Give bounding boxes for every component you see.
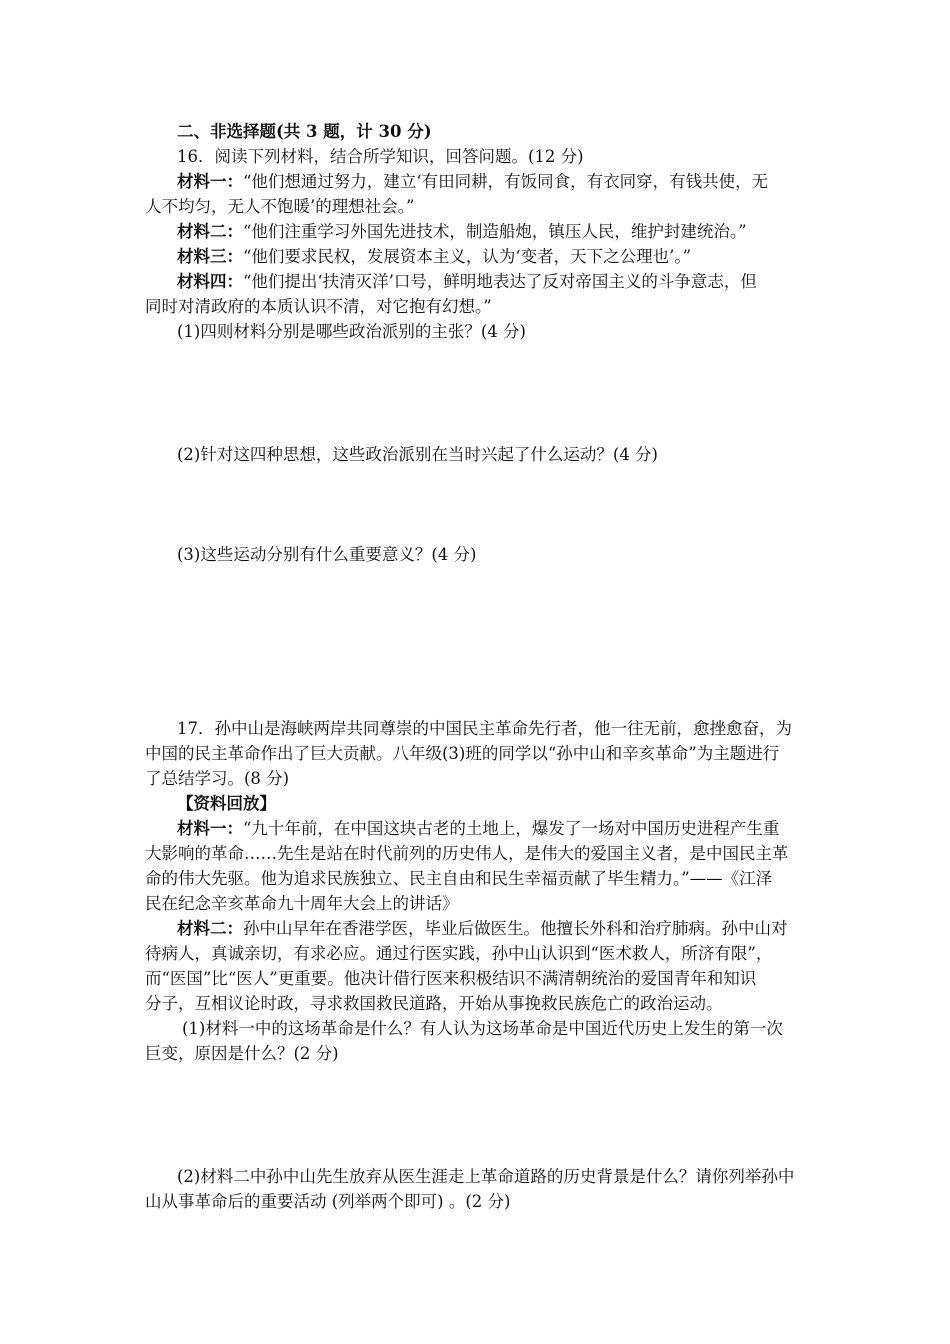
q16-material-3-text: “他们要求民权，发展资本主义，认为‘变者，天下之公理也’。” [243,247,692,266]
q16-material-4-text: “他们提出‘扶清灭洋’口号，鲜明地表达了反对帝国主义的斗争意志，但 [243,272,757,291]
q16-sub-question-2: (2)针对这四种思想，这些政治派别在当时兴起了什么运动？(4 分) [177,445,658,464]
q17-material-1-label: 材料一： [177,819,243,838]
q16-material-4-label: 材料四： [177,272,243,291]
q17-material-1-text: “九十年前，在中国这块古老的土地上，爆发了一场对中国历史进程产生重 [243,819,780,838]
q17-material-2-cont-1: 待病人，真诚亲切，有求必应。通过行医实践，孙中山认识到“医术救人，所济有限”， [145,944,773,963]
q17-stem: 17．孙中山是海峡两岸共同尊崇的中国民主革命先行者，他一往无前，愈挫愈奋，为 [177,719,792,738]
q17-material-2-label: 材料二： [177,919,243,938]
q17-sub-question-1: (1)材料一中的这场革命是什么？有人认为这场革命是中国近代历史上发生的第一次 [182,1019,783,1038]
q17-material-1-cont-2: 命的伟大先驱。他为追求民族独立、民主自由和民生幸福贡献了毕生精力。”——《江泽 [145,869,773,888]
section-title: 二、非选择题(共 3 题，计 30 分) [177,122,432,141]
q16-material-3-label: 材料三： [177,247,243,266]
q17-material-2 [177,916,842,941]
q16-material-2 [177,219,842,244]
q16-material-3 [177,244,842,269]
q16-material-1-text: “他们想通过努力，建立‘有田同耕，有饭同食，有衣同穿，有钱共使，无 [243,172,769,191]
q17-material-1-cont-3: 民在纪念辛亥革命九十周年大会上的讲话》 [145,894,459,913]
q16-stem: 16．阅读下列材料，结合所学知识，回答问题。(12 分) [177,147,584,166]
q17-sub-question-2: (2)材料二中孙中山先生放弃从医生涯走上革命道路的历史背景是什么？请你列举孙中 [177,1167,795,1186]
q17-material-2-text: 孙中山早年在香港学医，毕业后做医生。他擅长外科和治疗肺病。孙中山对 [243,919,788,938]
q16-material-1-cont: 人不均匀，无人不饱暖’的理想社会。” [145,197,415,216]
q16-material-4-cont: 同时对清政府的本质认识不清，对它抱有幻想。” [145,297,492,316]
q17-sub-question-2-cont: 山从事革命后的重要活动 (列举两个即可) 。(2 分) [145,1192,511,1211]
q17-material-2-cont-3: 分子，互相议论时政，寻求救国救民道路，开始从事挽救民族危亡的政治运动。 [145,994,723,1013]
q16-material-1-label: 材料一： [177,172,243,191]
q16-material-2-label: 材料二： [177,222,243,241]
q17-material-1 [177,816,842,841]
q16-sub-question-1: (1)四则材料分别是哪些政治派别的主张？(4 分) [177,322,526,341]
q16-sub-question-3: (3)这些运动分别有什么重要意义？(4 分) [177,545,477,564]
q16-material-4 [177,269,842,294]
q16-material-1 [177,169,842,194]
q17-stem-cont-1: 中国的民主革命作出了巨大贡献。八年级(3)班的同学以“孙中山和辛亥革命”为主题进行 [145,744,780,763]
q17-heading: 【资料回放】 [177,794,276,813]
q17-sub-question-1-cont: 巨变，原因是什么？(2 分) [145,1044,339,1063]
q16-material-2-text: “他们注重学习外国先进技术，制造船炮，镇压人民，维护封建统治。” [243,222,747,241]
q17-stem-cont-2: 了总结学习。(8 分) [145,769,290,788]
q17-material-2-cont-2: 而“医国”比“医人”更重要。他决计借行医来积极结识不满清朝统治的爱国青年和知识 [145,969,757,988]
q17-material-1-cont-1: 大影响的革命……先生是站在时代前列的历史伟人，是伟大的爱国主义者，是中国民主革 [145,844,789,863]
